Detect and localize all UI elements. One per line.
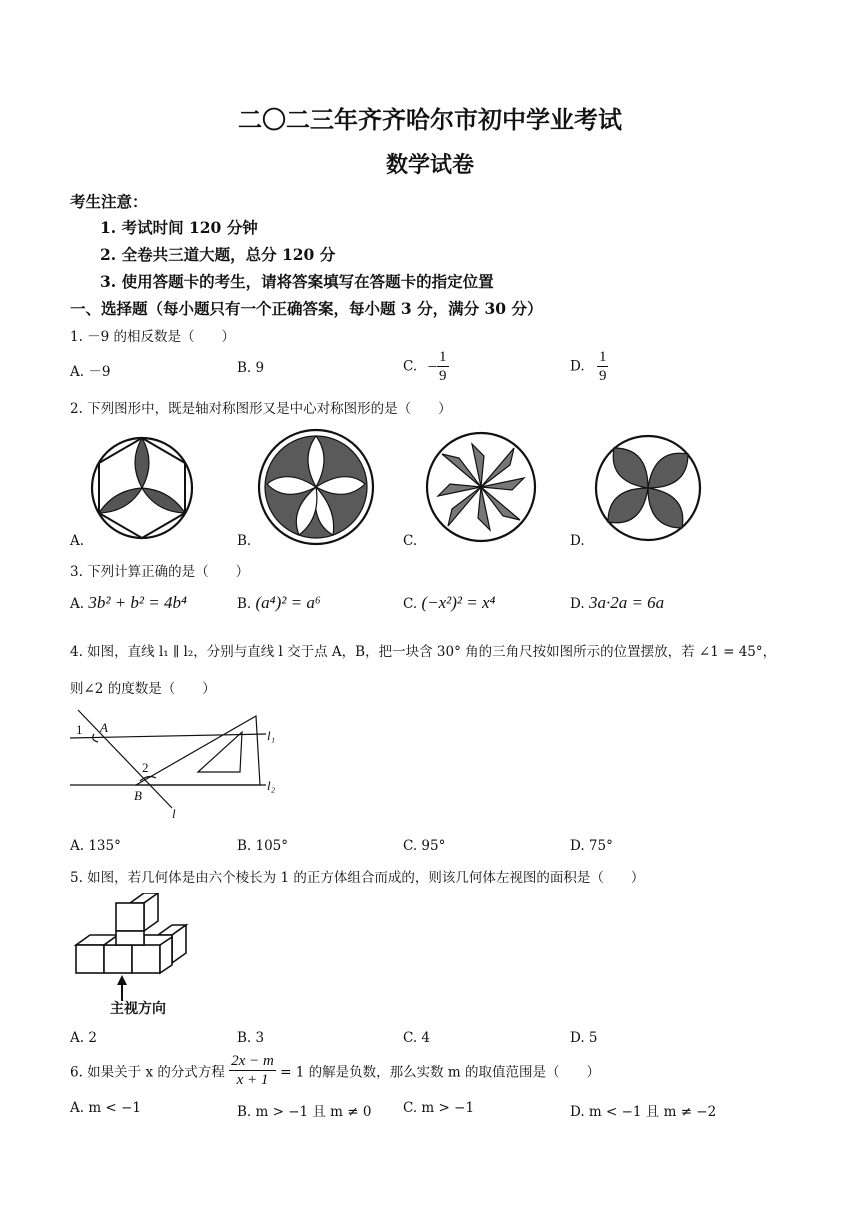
notice-item-3: 3. 使用答题卡的考生，请将答案填写在答题卡的指定位置 — [100, 272, 494, 291]
q5-option-a: A. 2 — [70, 1030, 97, 1046]
q3-option-c: C. (−x²)² = x⁴ — [403, 593, 496, 612]
q5-stem: 5. 如图，若几何体是由六个棱长为 1 的正方体组合而成的，则该几何体左视图的面积是（ ） — [70, 870, 645, 886]
q2-option-b: B. — [237, 533, 252, 549]
q4-option-d: D. 75° — [570, 838, 613, 854]
fig-label-2: 2 — [142, 760, 149, 775]
q4-stem-line1: 4. 如图，直线 l₁ ∥ l₂，分别与直线 l 交于点 A，B，把一块含 30° 角的三角尺按如图所示的位置摆放，若 ∠1 = 45°， — [70, 644, 777, 660]
q1-option-b: B. 9 — [237, 360, 265, 376]
q1-stem: 1. －9 的相反数是（ ） — [70, 329, 236, 345]
q4-option-b: B. 105° — [237, 838, 289, 854]
q2-figure-b — [255, 428, 377, 546]
fig-label-B: B — [134, 788, 142, 803]
q4-stem-line2: 则∠2 的度数是（ ） — [70, 681, 216, 697]
q4-option-a: A. 135° — [70, 838, 121, 854]
fig-label-l1: l₁ — [267, 728, 276, 743]
q4-option-c: C. 95° — [403, 838, 446, 854]
exam-subtitle: 数学试卷 — [385, 152, 474, 178]
q5-option-d: D. 5 — [570, 1030, 598, 1046]
fig-label-A: A — [100, 720, 108, 735]
q6-stem: 6. 如果关于 x 的分式方程 $\frac{2x - m}{x + 1}$ = 1 的解是负数，那么实数 m 的取值范围是（ ） — [70, 1053, 600, 1088]
q3-option-b: B. (a⁴)² = a⁶ — [237, 593, 321, 612]
fig-label-l2: l₂ — [267, 778, 276, 793]
notice-item-1: 1. 考试时间 120 分钟 — [100, 218, 258, 237]
q3-option-a: A. 3b² + b² = 4b⁴ — [70, 593, 187, 612]
fig-label-l: l — [172, 806, 176, 821]
q1-option-d: D. $\frac{1}{9}$ — [570, 349, 607, 384]
q2-option-a: A. — [70, 533, 85, 549]
q2-figure-d — [592, 432, 704, 544]
notice-item-2: 2. 全卷共三道大题，总分 120 分 — [100, 245, 336, 264]
q2-stem: 2. 下列图形中，既是轴对称图形又是中心对称图形的是（ ） — [70, 401, 452, 417]
q6-option-a: A. m < −1 — [70, 1100, 141, 1116]
q5-option-c: C. 4 — [403, 1030, 431, 1046]
q5-figure — [70, 893, 200, 1019]
q4-figure — [70, 708, 290, 823]
q6-option-c: C. m > −1 — [403, 1100, 475, 1116]
q2-option-c: C. — [403, 533, 418, 549]
q6-option-b: B. m > −1 且 m ≠ 0 — [237, 1104, 372, 1120]
q5-fig-caption: 主视方向 — [110, 1001, 166, 1017]
q1-option-a: A. －9 — [70, 364, 111, 380]
q6-option-d: D. m < −1 且 m ≠ −2 — [570, 1104, 717, 1120]
q1-option-c: C. − $\frac{1}{9}$ — [403, 349, 447, 384]
fig-label-1: 1 — [76, 722, 83, 737]
q5-option-b: B. 3 — [237, 1030, 265, 1046]
q2-figure-c — [424, 430, 538, 544]
exam-title: 二〇二三年齐齐哈尔市初中学业考试 — [238, 105, 622, 134]
q2-option-d: D. — [570, 533, 585, 549]
q3-option-d: D. 3a·2a = 6a — [570, 593, 665, 612]
notice-heading: 考生注意： — [70, 192, 148, 211]
q2-figure-a — [90, 432, 195, 544]
section-heading: 一、选择题（每小题只有一个正确答案，每小题 3 分，满分 30 分） — [70, 299, 543, 318]
q3-stem: 3. 下列计算正确的是（ ） — [70, 564, 250, 580]
